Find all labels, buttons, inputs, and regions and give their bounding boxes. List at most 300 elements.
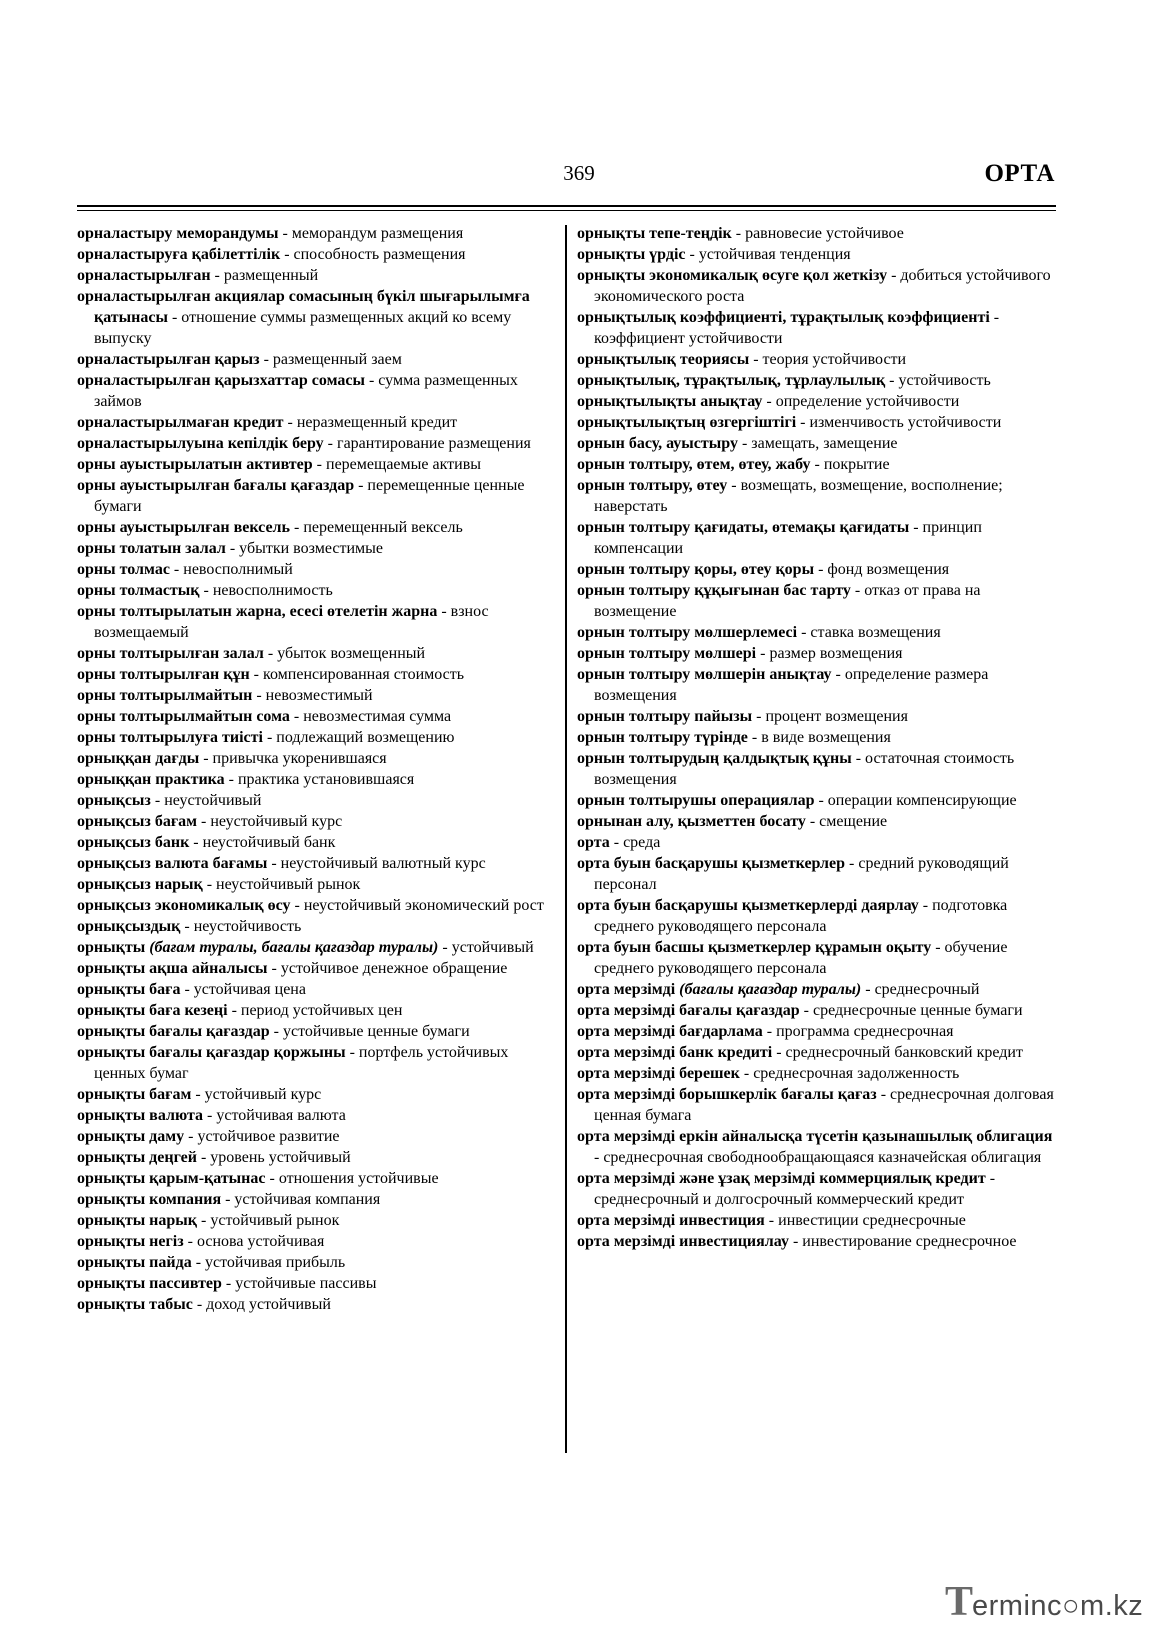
entry-separator: -	[197, 1212, 211, 1229]
dictionary-entry	[77, 895, 547, 916]
entry-term: орны толтырылған залал	[77, 645, 264, 662]
entry-term: орны толмас	[77, 561, 170, 578]
entry-term: орнын толтырудың қалдықтық құны	[577, 750, 852, 767]
entry-term: орта мерзімді банк кредиті	[577, 1044, 773, 1061]
entry-separator: -	[192, 1296, 207, 1313]
entry-term: орнын толтыру, өтеу	[577, 477, 728, 494]
entry-term: орнын толтыру мөлшері	[577, 645, 757, 662]
entry-separator: -	[197, 813, 211, 830]
dictionary-entry	[577, 265, 1055, 307]
entry-separator: -	[762, 393, 776, 410]
entry-separator: -	[796, 414, 810, 431]
dictionary-entry	[577, 1021, 1055, 1042]
entry-term: орналастыру меморандумы	[77, 225, 279, 242]
dictionary-entry	[77, 1042, 547, 1084]
entry-separator: -	[747, 729, 762, 746]
entry-definition: смещение	[819, 813, 888, 830]
entry-separator: -	[189, 834, 203, 851]
entry-definition: среднесрочные ценные бумаги	[812, 1002, 1023, 1019]
entry-term: орнықты экономикалық өсуге қол жеткізу	[577, 267, 888, 284]
entry-separator: -	[203, 1107, 217, 1124]
entry-definition: невозместимая сумма	[303, 708, 452, 725]
dictionary-entry	[77, 706, 547, 727]
dictionary-entry	[77, 1210, 547, 1231]
entry-term: орта буын басқарушы қызметкерлер	[577, 855, 846, 872]
entry-term: орта мерзімді инвестиция	[577, 1212, 765, 1229]
entry-definition: неустойчивость	[193, 918, 302, 935]
entry-separator: -	[312, 456, 326, 473]
dictionary-entry	[577, 1126, 1055, 1168]
dictionary-entry	[77, 244, 547, 265]
entry-term: орнын басу, ауыстыру	[577, 435, 738, 452]
dictionary-entry	[577, 559, 1055, 580]
column-divider	[565, 225, 567, 1453]
entry-separator: -	[290, 519, 304, 536]
entry-separator: -	[989, 309, 1000, 326]
dictionary-entry	[77, 748, 547, 769]
dictionary-entry	[77, 937, 547, 958]
entry-separator: -	[831, 666, 845, 683]
dictionary-entry	[577, 1231, 1055, 1252]
entry-definition: принцип компенсации	[594, 519, 982, 557]
dictionary-entry	[77, 517, 547, 538]
dictionary-entry	[77, 265, 547, 286]
entry-definition: средний руководящий персонал	[594, 855, 1009, 893]
entry-definition: отказ от права на возмещение	[594, 582, 981, 620]
entry-separator: -	[887, 267, 901, 284]
entry-definition: фонд возмещения	[827, 561, 950, 578]
entry-definition: подготовка среднего руководящего персонала	[594, 897, 1008, 935]
entry-term: орнықты пайда	[77, 1254, 192, 1271]
entry-separator: -	[749, 351, 763, 368]
entry-definition: в виде возмещения	[761, 729, 891, 746]
entry-definition: невозместимый	[265, 687, 373, 704]
entry-term: орналастырылған қарыз	[77, 351, 260, 368]
entry-definition: меморандум размещения	[291, 225, 464, 242]
entry-term: орта мерзімді және ұзақ мерзімді коммерциялық кредит	[577, 1170, 986, 1187]
dictionary-entry	[577, 895, 1055, 937]
entry-term: орнықсыз	[77, 792, 151, 809]
dictionary-entry	[577, 244, 1055, 265]
entry-definition: замещать, замещение	[751, 435, 898, 452]
entry-separator: -	[764, 1212, 779, 1229]
entry-term: орнықсыз экономикалық өсу	[77, 897, 291, 914]
entry-separator: -	[262, 729, 277, 746]
entry-separator: -	[752, 708, 766, 725]
entry-separator: -	[909, 519, 923, 536]
dictionary-entry	[577, 433, 1055, 454]
dictionary-entry	[577, 517, 1055, 559]
right-column	[577, 223, 1055, 1252]
entry-definition: перемещаемые активы	[326, 456, 482, 473]
dictionary-entry	[77, 433, 547, 454]
dictionary-entry	[77, 1126, 547, 1147]
entry-definition: неустойчивый экономический рост	[303, 897, 544, 914]
entry-separator: -	[772, 1044, 786, 1061]
entry-definition: отношение суммы размещенных акций ко всему выпуску	[94, 309, 512, 347]
entry-separator: -	[345, 1044, 359, 1061]
entry-definition: устойчивый курс	[204, 1086, 322, 1103]
dictionary-entry	[577, 979, 1055, 1000]
dictionary-entry	[577, 412, 1055, 433]
entry-separator: -	[180, 981, 194, 998]
entry-term: орны ауыстырылатын активтер	[77, 456, 313, 473]
dictionary-entry	[77, 979, 547, 1000]
entry-separator: -	[169, 561, 184, 578]
entry-separator: -	[323, 435, 337, 452]
entry-separator: -	[150, 792, 165, 809]
entry-term: орнықты бағам	[77, 1086, 192, 1103]
entry-term: орнықты ақша айналысы	[77, 960, 268, 977]
entry-separator: -	[731, 225, 746, 242]
entry-separator: -	[221, 1191, 235, 1208]
entry-definition: неустойчивый валютный курс	[280, 855, 486, 872]
dictionary-entry	[77, 559, 547, 580]
entry-term: орнын толтыру қоры, өтеу қоры	[577, 561, 815, 578]
entry-definition: инвестиции среднесрочные	[778, 1212, 966, 1229]
dictionary-entry	[577, 748, 1055, 790]
entry-term: орны ауыстырылған вексель	[77, 519, 290, 536]
entry-definition: портфель устойчивых ценных бумаг	[94, 1044, 509, 1082]
entry-separator: -	[685, 246, 699, 263]
entry-definition: неразмещенный кредит	[296, 414, 458, 431]
running-head: ОРТА	[984, 160, 1055, 187]
dictionary-entry	[77, 1252, 547, 1273]
dictionary-entry	[77, 874, 547, 895]
entry-separator: -	[269, 1023, 283, 1040]
entry-separator: -	[845, 855, 859, 872]
dictionary-entry	[77, 769, 547, 790]
entry-separator: -	[850, 582, 865, 599]
entry-definition: неустойчивый рынок	[216, 876, 361, 893]
dictionary-entry	[77, 286, 547, 349]
dictionary-entry	[577, 832, 1055, 853]
entry-term: орнын толтыру түрінде	[577, 729, 748, 746]
entry-definition: остаточная стоимость возмещения	[594, 750, 1015, 788]
dictionary-entry	[77, 958, 547, 979]
entry-definition: устойчивый рынок	[210, 1212, 340, 1229]
entry-term: орналастырылған акциялар сомасының бүкіл шығарылымға қатынасы	[77, 288, 530, 326]
entry-separator: -	[762, 1023, 777, 1040]
entry-term: орналастырылған	[77, 267, 211, 284]
entry-definition: возмещать, возмещение, восполнение; наверстать	[594, 477, 1003, 515]
dictionary-entry	[77, 790, 547, 811]
entry-definition: обучение среднего руководящего персонала	[594, 939, 1008, 977]
entry-definition: добиться устойчивого экономического роста	[594, 267, 1051, 305]
entry-definition: сумма размещенных займов	[94, 372, 518, 410]
dictionary-entry	[577, 307, 1055, 349]
dictionary-entry	[77, 601, 547, 643]
dictionary-entry	[577, 1084, 1055, 1126]
entry-definition: компенсированная стоимость	[263, 666, 465, 683]
dictionary-entry	[577, 1168, 1055, 1210]
entry-definition: устойчивая компания	[234, 1191, 381, 1208]
dictionary-entry	[77, 1147, 547, 1168]
entry-definition: уровень устойчивый	[210, 1149, 351, 1166]
entry-separator: -	[267, 855, 281, 872]
entry-term: орнықтылық коэффициенті, тұрақтылық коэффициенті	[577, 309, 990, 326]
entry-term: орнықты	[77, 939, 146, 956]
entry-separator: -	[184, 1128, 198, 1145]
entry-definition: привычка укоренившаяся	[212, 750, 387, 767]
dictionary-entry	[577, 391, 1055, 412]
entry-separator: -	[183, 1233, 197, 1250]
entry-definition: невосполнимость	[212, 582, 333, 599]
entry-term: орныққан практика	[77, 771, 225, 788]
entry-definition: устойчивость	[898, 372, 991, 389]
dictionary-entry	[77, 412, 547, 433]
entry-term: орнықты негіз	[77, 1233, 184, 1250]
entry-definition: инвестирование среднесрочное	[802, 1233, 1017, 1250]
entry-definition: размещенный заем	[272, 351, 402, 368]
dictionary-entry	[577, 727, 1055, 748]
entry-term: орта мерзімді	[577, 981, 676, 998]
entry-separator: -	[221, 1275, 236, 1292]
entry-definition: невосполнимый	[183, 561, 293, 578]
entry-term: орнықтылықты анықтау	[577, 393, 763, 410]
entry-separator: -	[167, 309, 182, 326]
entry-separator: -	[225, 540, 240, 557]
entry-term: орнықты даму	[77, 1128, 185, 1145]
entry-definition: практика установившаяся	[237, 771, 415, 788]
dictionary-entry	[77, 223, 547, 244]
entry-definition: устойчивые ценные бумаги	[283, 1023, 470, 1040]
entry-separator: -	[354, 477, 368, 494]
entry-separator: -	[196, 1149, 211, 1166]
entry-separator: -	[876, 1086, 891, 1103]
dictionary-entry	[577, 223, 1055, 244]
entry-separator: -	[885, 372, 899, 389]
dictionary-entry	[77, 1273, 547, 1294]
entry-term: орнықты бағалы қағаздар қоржыны	[77, 1044, 346, 1061]
dictionary-entry	[577, 370, 1055, 391]
entry-term: орнықты компания	[77, 1191, 222, 1208]
entry-separator: -	[227, 1002, 241, 1019]
entry-separator: -	[799, 1002, 813, 1019]
entry-term: орнықты деңгей	[77, 1149, 197, 1166]
dictionary-entry	[577, 706, 1055, 727]
entry-separator: -	[290, 897, 304, 914]
dictionary-entry	[77, 1105, 547, 1126]
entry-separator: -	[756, 645, 770, 662]
entry-term: орта мерзімді борышкерлік бағалы қағаз	[577, 1086, 877, 1103]
dictionary-entry	[77, 475, 547, 517]
entry-separator: -	[199, 750, 213, 767]
entry-term: орнын толтыру, өтем, өтеу, жабу	[577, 456, 811, 473]
dictionary-entry	[577, 1210, 1055, 1231]
entry-definition: коэффициент устойчивости	[594, 330, 783, 347]
entry-definition: отношения устойчивые	[278, 1170, 439, 1187]
entry-separator: -	[199, 582, 213, 599]
entry-separator: -	[191, 1086, 205, 1103]
entry-separator: -	[289, 708, 304, 725]
entry-separator: -	[364, 372, 379, 389]
entry-definition: устойчивый	[451, 939, 534, 956]
entry-term: орны толтырылмайтын сома	[77, 708, 290, 725]
entry-definition: неустойчивый	[164, 792, 262, 809]
entry-term: орнықты баға	[77, 981, 181, 998]
dictionary-entry	[77, 916, 547, 937]
entry-term: орнықты табыс	[77, 1296, 193, 1313]
entry-term: орны толатын залал	[77, 540, 226, 557]
entry-term: орнықты валюта	[77, 1107, 204, 1124]
entry-definition: ставка возмещения	[810, 624, 941, 641]
entry-definition: равновесие устойчивое	[745, 225, 904, 242]
entry-separator: -	[265, 1170, 279, 1187]
entry-definition: определение устойчивости	[775, 393, 960, 410]
dictionary-entry	[77, 853, 547, 874]
entry-definition: покрытие	[823, 456, 890, 473]
entry-term: орналастырылуына кепілдік беру	[77, 435, 324, 452]
entry-separator: -	[814, 792, 828, 809]
dictionary-entry	[77, 811, 547, 832]
entry-definition: взнос возмещаемый	[94, 603, 489, 641]
entry-term: орта буын басқарушы қызметкерлерді даярлау	[577, 897, 919, 914]
entry-definition: среднесрочная задолженность	[753, 1065, 960, 1082]
entry-term: орны толтырылған құн	[77, 666, 250, 683]
dictionary-entry	[577, 937, 1055, 979]
entry-term: орнықты нарық	[77, 1212, 198, 1229]
entry-definition: размер возмещения	[769, 645, 903, 662]
entry-definition: процент возмещения	[765, 708, 908, 725]
entry-term: орналастырылған қарызхаттар сомасы	[77, 372, 365, 389]
entry-term: орта мерзімді еркін айналысқа түсетін қазынашылық облигация	[577, 1128, 1053, 1145]
entry-separator: -	[797, 624, 811, 641]
entry-definition: теория устойчивости	[762, 351, 907, 368]
entry-definition: перемещенный вексель	[303, 519, 463, 536]
entry-separator: -	[267, 960, 281, 977]
entry-definition: среднесрочная долговая ценная бумага	[594, 1086, 1054, 1124]
entry-term: орта мерзімді бағдарлама	[577, 1023, 763, 1040]
entry-definition: программа среднесрочная	[776, 1023, 954, 1040]
dictionary-entry	[77, 1294, 547, 1315]
entry-definition: среднесрочный	[874, 981, 980, 998]
entry-term: орнықты қарым-қатынас	[77, 1170, 266, 1187]
logo-letter-t: T	[945, 1579, 974, 1625]
entry-separator: -	[259, 351, 273, 368]
entry-separator: -	[191, 1254, 206, 1271]
dictionary-entry	[77, 1189, 547, 1210]
entry-separator: -	[437, 603, 451, 620]
entry-term: орта мерзімді берешек	[577, 1065, 740, 1082]
entry-term: орнын толтырушы операциялар	[577, 792, 815, 809]
entry-definition: подлежащий возмещению	[276, 729, 455, 746]
dictionary-entry	[77, 580, 547, 601]
entry-term: орта	[577, 834, 610, 851]
entry-definition: изменчивость устойчивости	[809, 414, 1002, 431]
entry-separator: -	[788, 1233, 803, 1250]
entry-term: орнын толтыру қағидаты, өтемақы қағидаты	[577, 519, 910, 536]
entry-term: орналастырылмаған кредит	[77, 414, 284, 431]
entry-separator: -	[280, 246, 294, 263]
entry-term: орнықсыз валюта бағамы	[77, 855, 268, 872]
entry-term: орнықсыздық	[77, 918, 181, 935]
dictionary-entry	[577, 790, 1055, 811]
entry-separator: -	[727, 477, 741, 494]
entry-separator: -	[609, 834, 624, 851]
entry-separator: -	[814, 561, 828, 578]
entry-definition: операции компенсирующие	[827, 792, 1017, 809]
entry-definition: устойчивая валюта	[216, 1107, 346, 1124]
entry-term: орнықтылықтың өзгергіштігі	[577, 414, 797, 431]
dictionary-entry	[577, 1000, 1055, 1021]
entry-definition: определение размера возмещения	[594, 666, 989, 704]
entry-term: орнықсыз банк	[77, 834, 190, 851]
entry-definition: неустойчивый курс	[210, 813, 343, 830]
entry-term: орнықты тепе-теңдік	[577, 225, 732, 242]
entry-definition: основа устойчивая	[196, 1233, 325, 1250]
entry-term: орнықсыз нарық	[77, 876, 203, 893]
entry-separator: -	[985, 1170, 996, 1187]
entry-separator: -	[861, 981, 875, 998]
entry-definition: устойчивые пассивы	[235, 1275, 377, 1292]
entry-separator: -	[202, 876, 217, 893]
entry-term: орнықты бағалы қағаздар	[77, 1023, 270, 1040]
entry-separator: -	[851, 750, 866, 767]
entry-separator: -	[278, 225, 292, 242]
dictionary-entry	[77, 1231, 547, 1252]
dictionary-entry	[77, 370, 547, 412]
entry-term: орнықты баға кезеңі	[77, 1002, 228, 1019]
dictionary-entry	[577, 622, 1055, 643]
entry-definition: устойчивое развитие	[197, 1128, 340, 1145]
entry-term: орнықты үрдіс	[577, 246, 686, 263]
entry-definition: устойчивая тенденция	[698, 246, 851, 263]
dictionary-entry	[77, 727, 547, 748]
dictionary-entry	[577, 349, 1055, 370]
dictionary-entry	[77, 1168, 547, 1189]
dictionary-entry	[77, 1021, 547, 1042]
entry-term: орны толмастық	[77, 582, 200, 599]
entry-definition: среднесрочный и долгосрочный коммерческий кредит	[594, 1191, 964, 1208]
entry-definition: устойчивая прибыль	[205, 1254, 346, 1271]
entry-separator: -	[438, 939, 452, 956]
entry-separator: -	[224, 771, 238, 788]
entry-term: орны толтырылмайтын	[77, 687, 253, 704]
entry-separator: -	[594, 1149, 604, 1166]
dictionary-entry	[577, 853, 1055, 895]
dictionary-entry	[577, 454, 1055, 475]
entry-definition: гарантирование размещения	[337, 435, 531, 452]
dictionary-entry	[77, 454, 547, 475]
entry-usage-note: (бағам туралы, бағалы қағаздар туралы)	[145, 939, 439, 956]
dictionary-entry	[577, 643, 1055, 664]
entry-term: орнықсыз бағам	[77, 813, 198, 830]
dictionary-entry	[77, 1084, 547, 1105]
entry-definition: период устойчивых цен	[240, 1002, 403, 1019]
dictionary-entry	[577, 475, 1055, 517]
entry-definition: способность размещения	[293, 246, 466, 263]
entry-term: орта мерзімді бағалы қағаздар	[577, 1002, 800, 1019]
entry-definition: среднесрочный банковский кредит	[785, 1044, 1023, 1061]
entry-term: орны ауыстырылған бағалы қағаздар	[77, 477, 355, 494]
entry-term: орнын толтыру құқығынан бас тарту	[577, 582, 851, 599]
entry-definition: размещенный	[223, 267, 319, 284]
dictionary-entry	[77, 643, 547, 664]
logo-text: erminc○m.kz	[972, 1590, 1144, 1622]
entry-separator: -	[210, 267, 224, 284]
entry-term: орнын толтыру мөлшерлемесі	[577, 624, 798, 641]
dictionary-entry	[77, 1000, 547, 1021]
entry-term: орналастыруға қабілеттілік	[77, 246, 281, 263]
dictionary-entry	[77, 538, 547, 559]
entry-definition: устойчивая цена	[193, 981, 306, 998]
dictionary-entry	[77, 349, 547, 370]
entry-usage-note: (бағалы қағаздар туралы)	[675, 981, 862, 998]
entry-definition: убытки возместимые	[239, 540, 383, 557]
entry-term: орта буын басшы қызметкерлер құрамын оқыту	[577, 939, 932, 956]
entry-term: орнын толтыру пайызы	[577, 708, 753, 725]
